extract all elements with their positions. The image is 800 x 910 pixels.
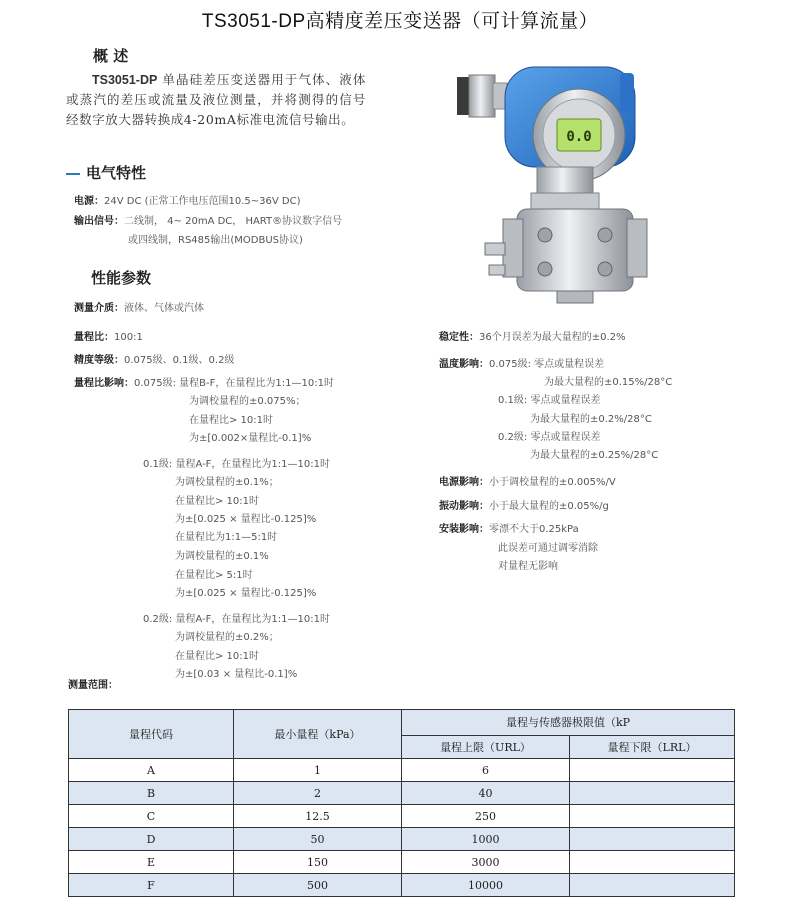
cell-lrl: [570, 874, 735, 897]
cell-lrl: [570, 805, 735, 828]
g075-line-1: 为调校量程的±0.075%；: [189, 396, 306, 407]
cell-min: 12.5: [234, 805, 402, 828]
cell-code: C: [69, 805, 234, 828]
vibration-row: [439, 500, 609, 514]
power-value: 24V DC (正常工作电压范围10.5~36V DC): [104, 196, 301, 207]
cell-url: 3000: [402, 851, 570, 874]
output-row: [74, 215, 342, 229]
cell-url: 10000: [402, 874, 570, 897]
performance-heading: 性能参数: [91, 269, 152, 287]
th-min: 最小量程（kPa）: [234, 710, 402, 759]
overview-text: 单晶硅差压变送器用于气体、液体或蒸汽的差压或流量及液位测量，并将测得的信号经数字放大器转换成4-20mA标准电流信号输出。: [66, 72, 366, 127]
table-row: [69, 782, 735, 805]
cell-lrl: [570, 851, 735, 874]
mount-line-0: 零漂不大于0.25kPa: [489, 524, 579, 535]
neck: [537, 167, 593, 195]
cell-lrl: [570, 759, 735, 782]
table-row: [69, 759, 735, 782]
output-value-2: 或四线制，RS485输出(MODBUS协议): [128, 235, 303, 246]
mount-row: [439, 523, 579, 537]
overview-paragraph: [66, 70, 366, 130]
range-table: [68, 709, 735, 897]
grade-label: 精度等级：: [74, 355, 124, 366]
cell-url: 250: [402, 805, 570, 828]
temp-line-5: 为最大量程的±0.25%/28°C: [530, 450, 659, 461]
cell-min: 1: [234, 759, 402, 782]
cell-code: F: [69, 874, 234, 897]
table-row: [69, 805, 735, 828]
cell-url: 1000: [402, 828, 570, 851]
cable-gland: [457, 75, 507, 117]
power-label: 电源：: [74, 196, 104, 207]
g02-line-2: 在量程比> 10:1时: [175, 651, 260, 662]
cell-code: D: [69, 828, 234, 851]
g075-line-2: 在量程比> 10:1时: [189, 415, 274, 426]
ratio-value: 100:1: [114, 332, 143, 343]
range-label: 测量范围：: [68, 680, 118, 691]
temp-line-3: 为最大量程的±0.2%/28°C: [530, 414, 652, 425]
cell-code: E: [69, 851, 234, 874]
grade-value: 0.075级、0.1级、0.2级: [124, 355, 235, 366]
mount-line-1: 此误差可通过调零消除: [498, 543, 598, 554]
housing-cap: [620, 73, 634, 113]
g02-line-3: 为±[0.03 × 量程比-0.1]%: [175, 669, 298, 680]
cell-min: 50: [234, 828, 402, 851]
temp-line-1: 为最大量程的±0.15%/28°C: [544, 377, 673, 388]
grade-row: [74, 354, 234, 368]
lcd-value: 0.0: [566, 129, 592, 145]
temp-line-2: 0.1级: 零点或量程误差: [498, 395, 601, 406]
cell-url: 6: [402, 759, 570, 782]
electrical-heading: [66, 162, 146, 183]
g01-line-7: 为±[0.025 × 量程比-0.125]%: [175, 588, 317, 599]
th-lrl: 量程下限（LRL）: [570, 735, 735, 758]
temp-line-4: 0.2级: 零点或量程误差: [498, 432, 601, 443]
cell-code: A: [69, 759, 234, 782]
temp-line-0: 0.075级: 零点或量程误差: [489, 359, 605, 370]
table-row: [69, 828, 735, 851]
medium-row: [74, 302, 204, 316]
power-effect-label: 电源影响：: [439, 477, 489, 488]
mount-label: 安装影响：: [439, 524, 489, 535]
ratio-label: 量程比：: [74, 332, 114, 343]
bolt: [598, 262, 612, 276]
th-limit: 量程与传感器极限值（kP: [402, 710, 735, 736]
effect-label: 量程比影响：: [74, 378, 134, 389]
effect-row: [74, 377, 334, 391]
electrical-heading-text: 电气特性: [86, 164, 147, 182]
stability-value: 36个月误差为最大量程的±0.2%: [479, 332, 626, 343]
g01-line-3: 为±[0.025 × 量程比-0.125]%: [175, 514, 317, 525]
table-row: [69, 874, 735, 897]
flange-body: [517, 209, 633, 291]
stability-row: [439, 331, 626, 345]
ratio-row: [74, 331, 143, 345]
cell-min: 2: [234, 782, 402, 805]
heading-dash: [66, 173, 80, 175]
g075-line-3: 为±[0.002×量程比-0.1]%: [189, 433, 312, 444]
overview-heading: 概 述: [93, 47, 129, 65]
overview-model: TS3051-DP: [92, 73, 158, 87]
vibration-label: 振动影响：: [439, 501, 489, 512]
g01-line-4: 在量程比为1:1—5:1时: [175, 532, 278, 543]
power-effect-value: 小于调校量程的±0.005%/V: [489, 477, 616, 488]
mount-line-2: 对量程无影响: [498, 561, 558, 572]
g01-line-5: 为调校量程的±0.1%: [175, 551, 269, 562]
g01-line-0: 0.1级: 量程A-F，在量程比为1:1—10:1时: [143, 459, 330, 470]
transmitter-image: [445, 55, 665, 315]
output-label: 输出信号：: [74, 216, 124, 227]
cell-url: 40: [402, 782, 570, 805]
temp-row: [439, 358, 604, 372]
cell-lrl: [570, 782, 735, 805]
vibration-value: 小于最大量程的±0.05%/g: [489, 501, 609, 512]
bolt: [538, 228, 552, 242]
g02-line-0: 0.2级: 量程A-F，在量程比为1:1—10:1时: [143, 614, 330, 625]
table-row: [69, 851, 735, 874]
bolt: [598, 228, 612, 242]
page-title: TS3051-DP高精度差压变送器（可计算流量）: [201, 11, 599, 32]
temp-label: 温度影响：: [439, 359, 489, 370]
medium-label: 测量介质：: [74, 303, 124, 314]
g01-line-1: 为调校量程的±0.1%；: [175, 477, 279, 488]
g01-line-2: 在量程比> 10:1时: [175, 496, 260, 507]
cell-min: 500: [234, 874, 402, 897]
cell-min: 150: [234, 851, 402, 874]
cell-lrl: [570, 828, 735, 851]
power-effect-row: [439, 476, 616, 490]
th-code: 量程代码: [69, 710, 234, 759]
th-url: 量程上限（URL）: [402, 735, 570, 758]
cell-code: B: [69, 782, 234, 805]
g01-line-6: 在量程比> 5:1时: [175, 570, 253, 581]
g075-line-0: 0.075级: 量程B-F，在量程比为1:1—10:1时: [134, 378, 334, 389]
output-value-1: 二线制， 4~ 20mA DC， HART®协议数字信号: [124, 216, 343, 227]
bolt: [538, 262, 552, 276]
vent-valve: [485, 243, 505, 255]
stability-label: 稳定性：: [439, 332, 479, 343]
power-row: [74, 195, 300, 209]
g02-line-1: 为调校量程的±0.2%；: [175, 632, 279, 643]
medium-value: 液体、气体或汽体: [124, 303, 204, 314]
